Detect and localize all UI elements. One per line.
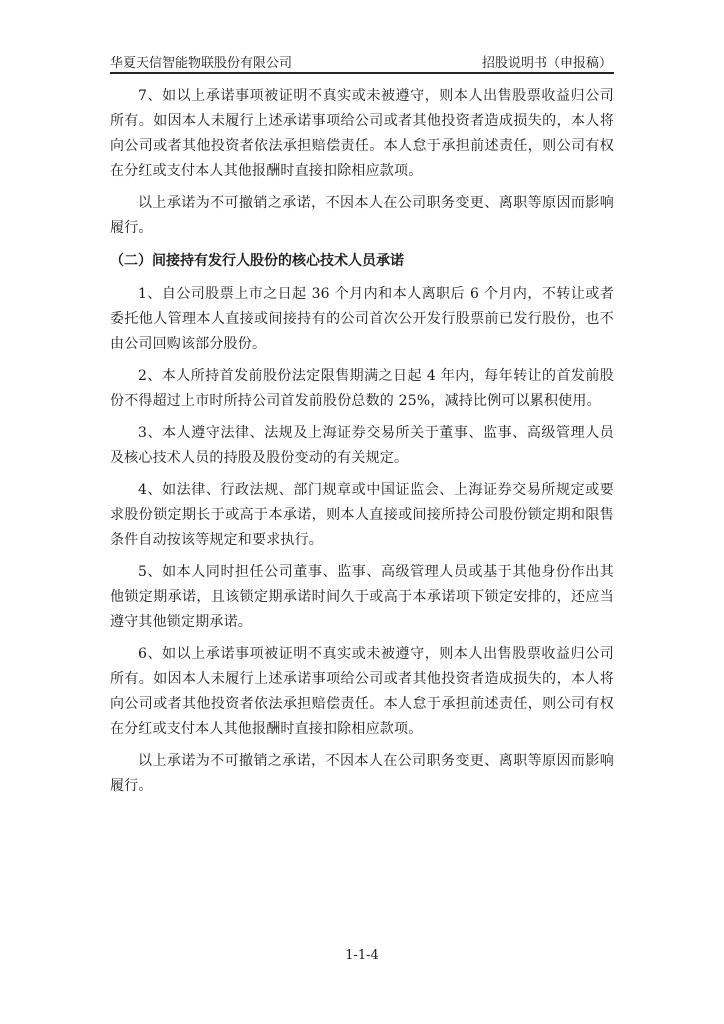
page-number: 1-1-4 xyxy=(345,948,379,963)
paragraph-commitment-2: 2、本人所持首发前股份法定限售期满之日起 4 年内，每年转让的首发前股份不得超过上市时所持公司首发前股份总数的 25%，减持比例可以累积使用。 xyxy=(110,368,614,409)
section-heading: （二）间接持有发行人股份的核心技术人员承诺 xyxy=(110,253,404,269)
paragraph-irrevocable-2: 以上承诺为不可撤销之承诺，不因本人在公司职务变更、离职等原因而影响履行。 xyxy=(110,753,614,794)
paragraph-commitment-4: 4、如法律、行政法规、部门规章或中国证监会、上海证券交易所规定或要求股份锁定期长于或高于本承诺，则本人直接或间接所持公司股份锁定期和限售条件自动按该等规定和要求执行。 xyxy=(110,482,614,548)
page-header xyxy=(110,50,614,74)
paragraph-commitment-7: 7、如以上承诺事项被证明不真实或未被遵守，则本人出售股票收益归公司所有。如因本人未履行上述承诺事项给公司或者其他投资者造成损失的，本人将向公司或者其他投资者依法承担赔偿责任。本人怠于承担前述责任，则公司有权在分红或支付本人其他报酬时直接扣除相应款项。 xyxy=(110,88,614,179)
paragraph-commitment-1: 1、自公司股票上市之日起 36 个月内和本人离职后 6 个月内，不转让或者委托他人管理本人直接或间接持有的公司首次公开发行股票前已发行股份，也不由公司回购该部分股份。 xyxy=(110,286,614,352)
paragraph-irrevocable-1: 以上承诺为不可撤销之承诺，不因本人在公司职务变更、离职等原因而影响履行。 xyxy=(110,195,614,236)
document-body xyxy=(110,84,614,806)
document-title: 招股说明书（申报稿） xyxy=(481,56,612,71)
paragraph-commitment-5: 5、如本人同时担任公司董事、监事、高级管理人员或基于其他身份作出其他锁定期承诺，且该锁定期承诺时间久于或高于本承诺项下锁定安排的，还应当遵守其他锁定期承诺。 xyxy=(110,564,614,630)
paragraph-commitment-3: 3、本人遵守法律、法规及上海证券交易所关于董事、监事、高级管理人员及核心技术人员的持股及股份变动的有关规定。 xyxy=(110,425,614,466)
company-name: 华夏天信智能物联股份有限公司 xyxy=(110,56,293,71)
paragraph-commitment-6: 6、如以上承诺事项被证明不真实或未被遵守，则本人出售股票收益归公司所有。如因本人未履行上述承诺事项给公司或者其他投资者造成损失的，本人将向公司或者其他投资者依法承担赔偿责任。本人怠于承担前述责任，则公司有权在分红或支付本人其他报酬时直接扣除相应款项。 xyxy=(110,646,614,737)
